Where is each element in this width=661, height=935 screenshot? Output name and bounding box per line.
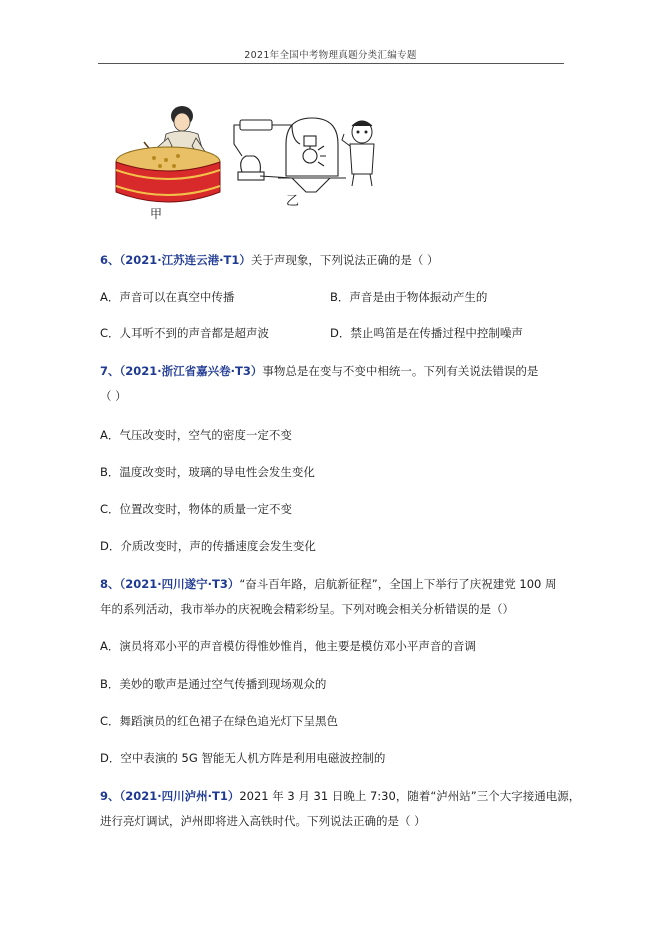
question-7-text: 事物总是在变与不变中相统一。下列有关说法错误的是 xyxy=(262,364,539,378)
question-6-text: 关于声现象，下列说法正确的是（ ） xyxy=(250,253,439,267)
question-9-source: 9、（2021·四川泸州·T1） xyxy=(100,789,240,803)
question-7-source: 7、（2021·浙江省嘉兴卷·T3） xyxy=(100,364,263,378)
question-7-option-b: B．温度改变时，玻璃的导电性会发生变化 xyxy=(100,465,315,479)
header-divider xyxy=(98,63,564,64)
question-9-text: 2021 年 3 月 31 日晚上 7:30，随着“泸州站”三个大字接通电源， xyxy=(239,789,581,803)
drum xyxy=(116,147,220,202)
listener-figure xyxy=(342,121,374,186)
question-8-option-c: C．舞蹈演员的红色裙子在绿色追光灯下呈黑色 xyxy=(100,714,339,728)
question-6-option-d: D．禁止鸣笛是在传播过程中控制噪声 xyxy=(330,326,523,340)
question-9-stem-continued: 进行亮灯调试，泸州即将进入高铁时代。下列说法正确的是（ ） xyxy=(100,814,426,828)
question-6-stem xyxy=(100,252,439,268)
question-8-option-d: D．空中表演的 5G 智能无人机方阵是利用电磁波控制的 xyxy=(100,751,386,765)
question-6-option-b: B．声音是由于物体振动产生的 xyxy=(330,290,488,304)
figure-label-yi: 乙 xyxy=(286,194,300,209)
question-8-source: 8、（2021·四川遂宁·T3） xyxy=(100,577,240,591)
question-7-stem-continued: （ ） xyxy=(100,389,127,403)
question-8-option-b: B．美妙的歌声是通过空气传播到现场观众的 xyxy=(100,677,327,691)
question-6-option-a: A．声音可以在真空中传播 xyxy=(100,290,235,304)
question-8-stem xyxy=(100,576,557,592)
question-9-stem xyxy=(100,788,580,804)
question-8-stem-continued: 年的系列活动，我市举办的庆祝晚会精彩纷呈。下列对晚会相关分析错误的是（） xyxy=(100,602,514,616)
question-6-option-c: C．人耳听不到的声音都是超声波 xyxy=(100,326,270,340)
sound-experiment-figure xyxy=(110,100,380,235)
question-6-source: 6、（2021·江苏连云港·T1） xyxy=(100,253,251,267)
figure-label-jia: 甲 xyxy=(150,207,163,221)
question-8-option-a: A．演员将邓小平的声音模仿得惟妙惟肖，他主要是模仿邓小平声音的音调 xyxy=(100,639,476,653)
page-header-title: 2021年全国中考物理真题分类汇编专题 xyxy=(244,50,417,61)
question-7-option-a: A．气压改变时，空气的密度一定不变 xyxy=(100,428,292,442)
question-8-text: “奋斗百年路，启航新征程”，全国上下举行了庆祝建党 100 周 xyxy=(239,577,557,591)
bell-jar-apparatus xyxy=(234,118,346,192)
question-7-option-d: D．介质改变时，声的传播速度会发生变化 xyxy=(100,539,316,553)
question-7-option-c: C．位置改变时，物体的质量一定不变 xyxy=(100,502,293,516)
question-7-stem xyxy=(100,363,538,379)
